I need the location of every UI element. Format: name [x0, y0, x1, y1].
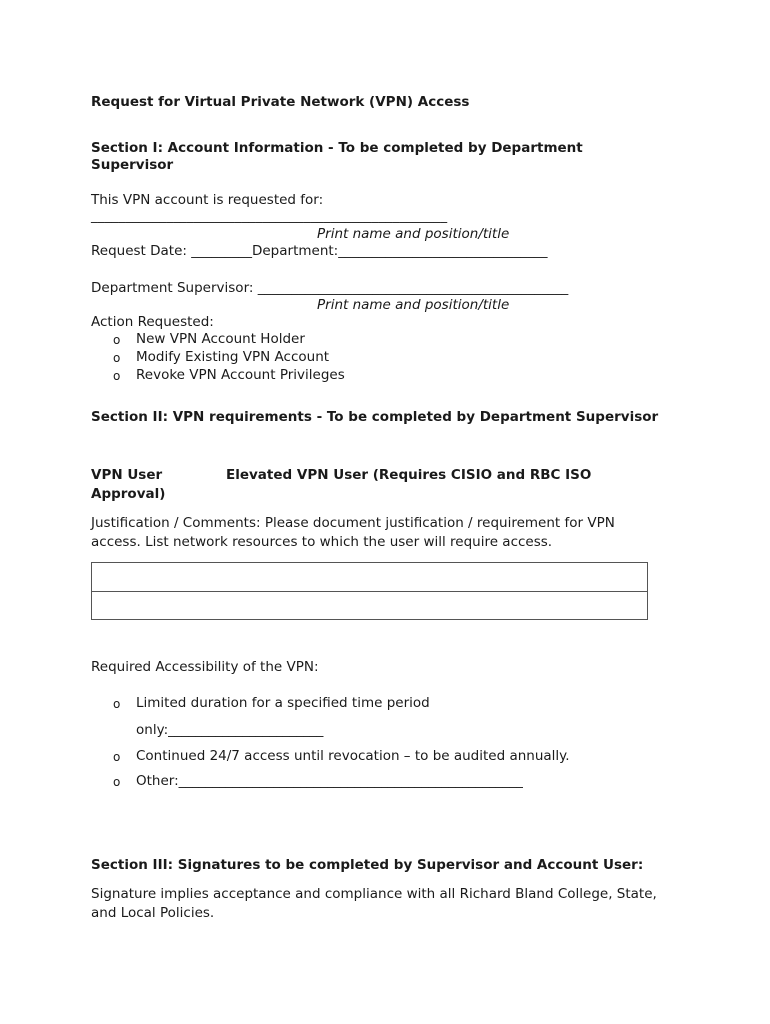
justification-row-2[interactable] — [92, 592, 647, 620]
action-requested-label: Action Requested: — [91, 314, 214, 330]
elevated-vpn-user-option[interactable]: Elevated VPN User (Requires CISIO and RBC ISO — [226, 467, 592, 483]
justification-text-line1: Justification / Comments: Please document justification / requirement for VPN — [91, 515, 615, 531]
department-supervisor-field[interactable]: Department Supervisor: ______________________________________________ — [91, 280, 569, 296]
justification-text-line2: access. List network resources to which the user will require access. — [91, 534, 553, 550]
required-accessibility-label: Required Accessibility of the VPN: — [91, 659, 319, 675]
section1-heading-line2: Supervisor — [91, 157, 174, 173]
justification-row-1[interactable] — [92, 563, 647, 592]
signature-text-line1: Signature implies acceptance and compliance with all Richard Bland College, State, — [91, 886, 657, 902]
access-limited-date-field[interactable]: only:_______________________ — [136, 722, 324, 738]
action-option-modify: Modify Existing VPN Account — [136, 349, 330, 365]
print-name-caption: Print name and position/title — [317, 226, 510, 242]
form-title: Request for Virtual Private Network (VPN) Access — [91, 94, 470, 110]
bullet-circle-icon[interactable]: o — [113, 333, 121, 347]
requested-for-label: This VPN account is requested for: — [91, 192, 324, 208]
request-date-department-field[interactable]: Request Date: _________Department:_______________________________ — [91, 243, 548, 259]
signature-text-line2: and Local Policies. — [91, 905, 215, 921]
vpn-user-option[interactable]: VPN User — [91, 467, 163, 483]
bullet-circle-icon[interactable]: o — [113, 775, 121, 789]
access-option-other-field[interactable]: Other:___________________________________________________ — [136, 773, 523, 789]
requested-for-field[interactable]: ____________________________________________________ — [91, 208, 448, 224]
bullet-circle-icon[interactable]: o — [113, 351, 121, 365]
section3-heading: Section III: Signatures to be completed by Supervisor and Account User: — [91, 857, 644, 873]
bullet-circle-icon[interactable]: o — [113, 750, 121, 764]
action-option-new: New VPN Account Holder — [136, 331, 305, 347]
access-option-continued: Continued 24/7 access until revocation – to be audited annually. — [136, 748, 570, 764]
bullet-circle-icon[interactable]: o — [113, 369, 121, 383]
justification-table — [91, 562, 648, 620]
section1-heading-line1: Section I: Account Information - To be completed by Department — [91, 140, 583, 156]
action-option-revoke: Revoke VPN Account Privileges — [136, 367, 345, 383]
vpn-user-approval-text: Approval) — [91, 486, 166, 502]
access-option-limited: Limited duration for a specified time period — [136, 695, 430, 711]
section2-heading: Section II: VPN requirements - To be completed by Department Supervisor — [91, 409, 659, 425]
bullet-circle-icon[interactable]: o — [113, 697, 121, 711]
print-name-caption-2: Print name and position/title — [317, 297, 510, 313]
